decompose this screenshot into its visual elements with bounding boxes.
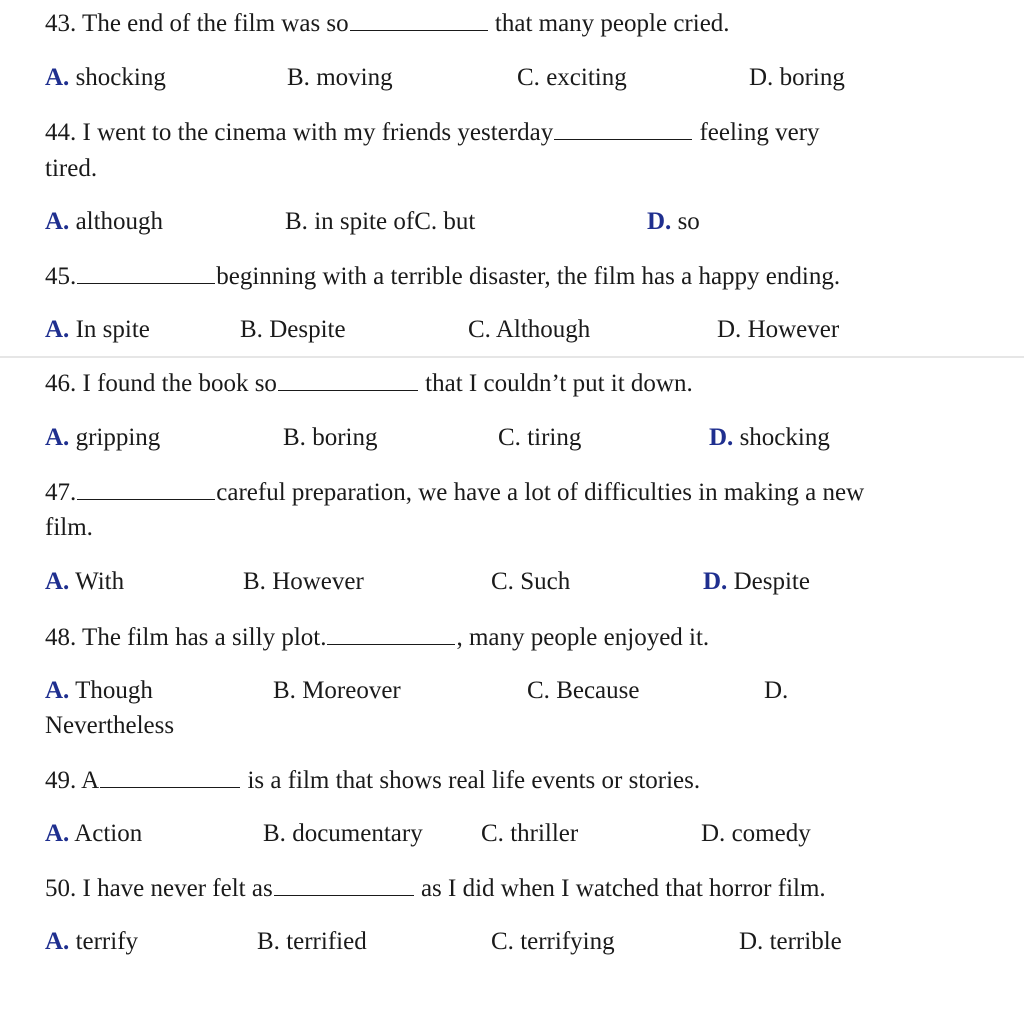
- option-d: D. boring: [749, 64, 845, 91]
- question-43: [45, 8, 730, 39]
- question-text: feeling very: [699, 119, 820, 146]
- question-46: [45, 368, 693, 399]
- answer-blank: [554, 117, 692, 140]
- question-text: careful preparation, we have a lot of difficulties in making a new: [216, 479, 865, 506]
- question-50: [45, 873, 826, 904]
- option-c: C. Although: [468, 316, 591, 343]
- option-d: D. Despite: [703, 568, 810, 595]
- option-b: B. terrified: [257, 928, 367, 955]
- question-text: that I couldn’t put it down.: [425, 370, 693, 397]
- option-a: A. Action: [45, 820, 143, 847]
- question-text: 43. The end of the film was so: [45, 10, 349, 37]
- question-text: , many people enjoyed it.: [456, 624, 710, 651]
- option-b: B. However: [243, 568, 364, 595]
- option-a: A. although: [45, 208, 164, 235]
- answer-blank: [77, 261, 215, 284]
- question-continuation: film.: [45, 514, 93, 541]
- answer-blank: [77, 477, 215, 500]
- option-b: B. in spite ofC. but: [285, 208, 476, 235]
- option-c: C. Such: [491, 568, 571, 595]
- answer-blank: [100, 765, 240, 788]
- question-text: is a film that shows real life events or stories.: [247, 767, 701, 794]
- option-c: C. thriller: [481, 820, 579, 847]
- answer-blank: [278, 368, 418, 391]
- question-text: beginning with a terrible disaster, the film has a happy ending.: [216, 263, 841, 290]
- option-d-text: Nevertheless: [45, 712, 175, 739]
- answer-blank: [274, 873, 414, 896]
- option-c: C. exciting: [517, 64, 627, 91]
- option-c: C. terrifying: [491, 928, 615, 955]
- question-text: 46. I found the book so: [45, 370, 277, 397]
- option-b: B. Despite: [240, 316, 346, 343]
- option-b: B. Moreover: [273, 677, 401, 704]
- option-c: C. Because: [527, 677, 640, 704]
- option-d: D. shocking: [709, 424, 830, 451]
- question-text: 45.: [45, 263, 77, 290]
- question-44: [45, 117, 820, 148]
- option-a: A. Though: [45, 677, 153, 704]
- question-text: 44. I went to the cinema with my friends yesterday: [45, 119, 554, 146]
- divider: [0, 356, 1024, 358]
- question-text: 50. I have never felt as: [45, 875, 273, 902]
- question-49: [45, 765, 700, 796]
- option-d: D. However: [717, 316, 840, 343]
- question-continuation: tired.: [45, 155, 98, 182]
- option-a: A. With: [45, 568, 125, 595]
- question-text: as I did when I watched that horror film.: [420, 875, 826, 902]
- option-d: D.: [764, 677, 789, 704]
- option-a: A. gripping: [45, 424, 161, 451]
- question-47: [45, 477, 864, 508]
- option-a: A. terrify: [45, 928, 139, 955]
- question-text: that many people cried.: [494, 10, 730, 37]
- question-text: 47.: [45, 479, 77, 506]
- option-d: D. so: [647, 208, 700, 235]
- question-text: 49. A: [45, 767, 100, 794]
- option-d: D. terrible: [739, 928, 842, 955]
- question-text: 48. The film has a silly plot.: [45, 624, 327, 651]
- answer-blank: [327, 622, 455, 645]
- option-c: C. tiring: [498, 424, 582, 451]
- option-d: D. comedy: [701, 820, 811, 847]
- option-a: A. In spite: [45, 316, 150, 343]
- question-45: [45, 261, 840, 292]
- option-b: B. documentary: [263, 820, 423, 847]
- option-b: B. moving: [287, 64, 393, 91]
- option-a: A. shocking: [45, 64, 166, 91]
- question-48: [45, 622, 709, 653]
- option-b: B. boring: [283, 424, 378, 451]
- answer-blank: [350, 8, 488, 31]
